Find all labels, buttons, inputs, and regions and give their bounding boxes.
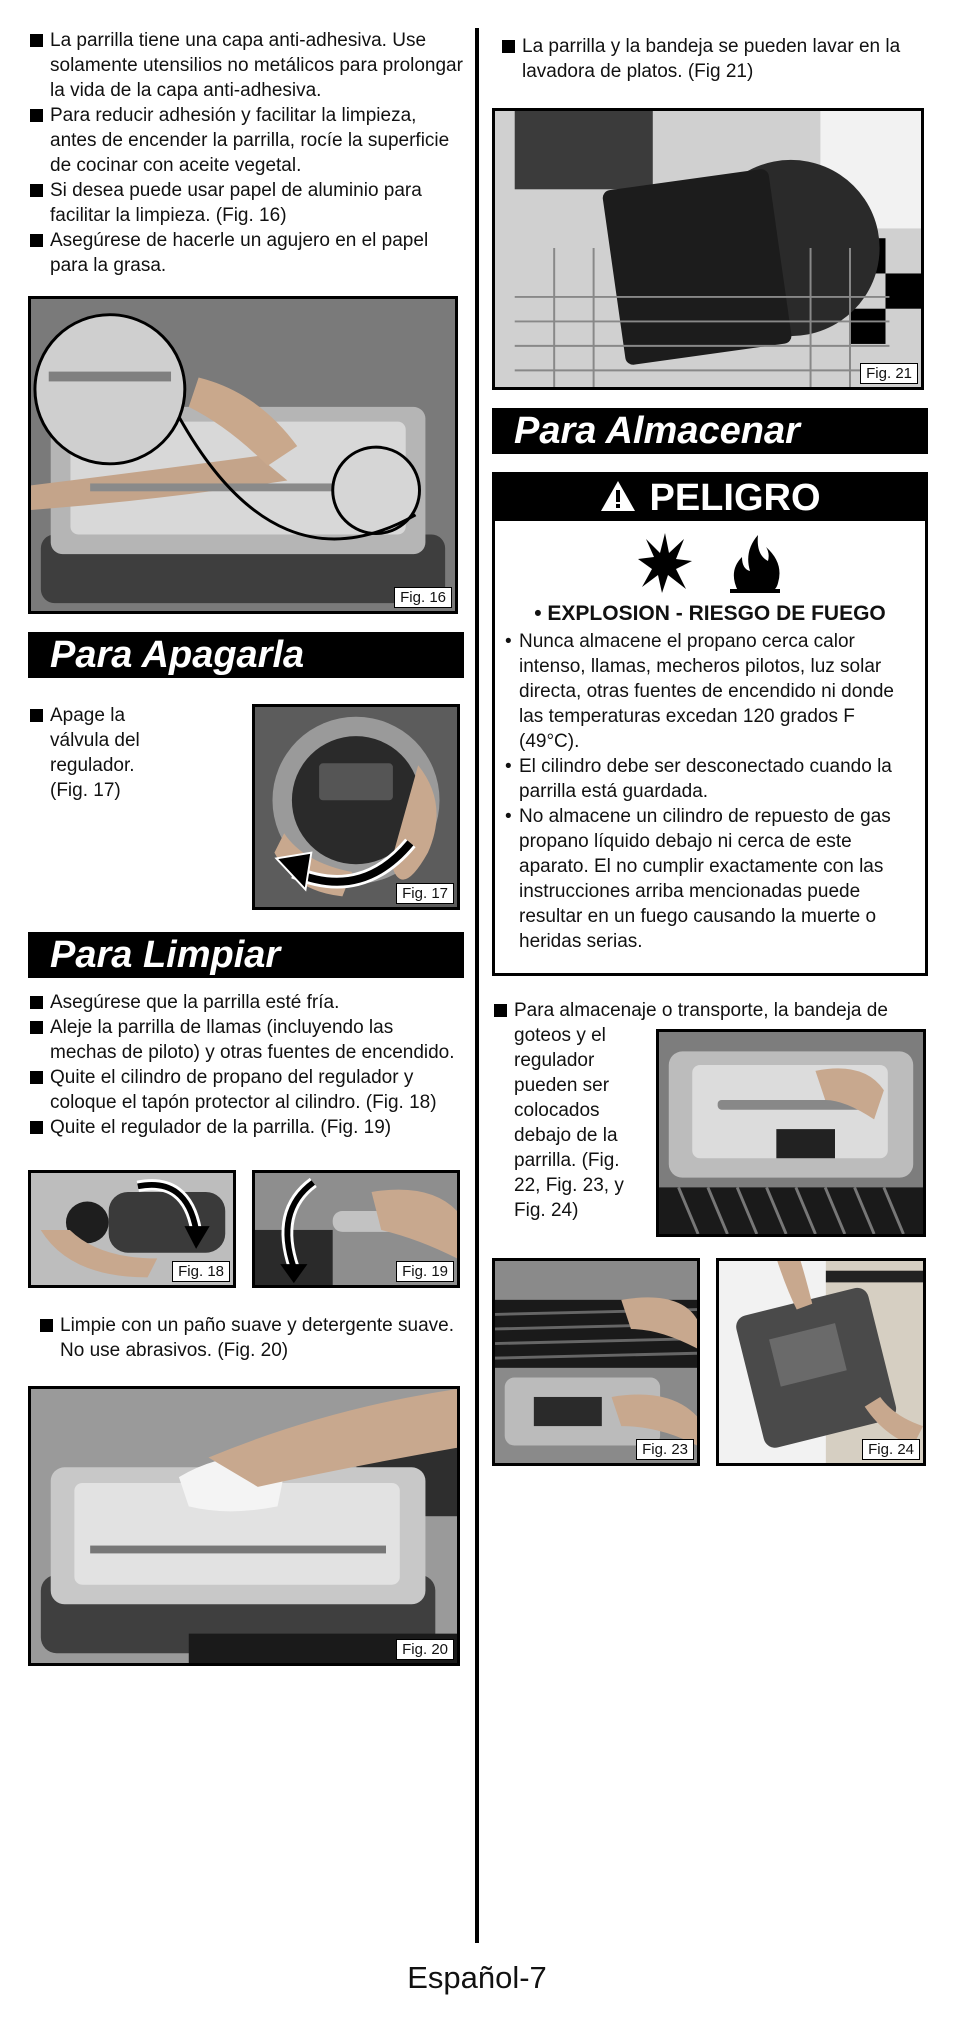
bullet-wipe-soft-cloth: Limpie con un paño suave y detergente suave. No use abrasivos. (Fig. 20) [38,1313,464,1363]
bullet-turn-off-valve: Apage la válvula del regulador. (Fig. 17) [28,703,140,803]
explosion-icon [638,531,692,593]
grill-grate-storage-illustration [495,1261,697,1463]
fig-21-photo [492,108,924,390]
fig-16-label: Fig. 16 [394,587,452,608]
storage-text-continued: goteos y el regulador pueden ser colocados debajo de la parrilla. (Fig. 22, Fig. 23, y Fig. 24) [514,1025,624,1221]
column-divider [475,28,479,1943]
apagarla-bullet-list [28,703,140,803]
fig-19-photo [252,1170,460,1288]
fig-18-photo [28,1170,236,1288]
storage-bullet-list [492,998,928,1023]
danger-header [495,475,925,521]
section-title-apagarla: Para Apagarla [28,632,464,678]
intro-bullet-list [28,28,464,278]
hazard-icons [495,521,925,601]
fig-17-photo [252,704,460,910]
fig-21-label: Fig. 21 [860,363,918,384]
danger-item-spare-cylinder: • No almacene un cilindro de repuesto de gas propano líquido debajo ni cerca de este aparato. El no cumplir exactamente con las instrucciones arriba mencionadas puede resultar en un fuego causando la muerte o heridas serias. [505,804,913,954]
danger-title: PELIGRO [649,477,821,519]
fire-icon [728,531,782,593]
bullet-remove-cylinder: Quite el cilindro de propano del regulador y coloque el tapón protector al cilindro. (Fig. 18) [28,1065,464,1115]
section-title-limpiar: Para Limpiar [28,932,464,978]
grill-carry-illustration [719,1261,923,1463]
limpiar-bullet-list [28,990,464,1140]
fig-22-photo [656,1029,926,1237]
bullet-storage-transport: Para almacenaje o transporte, la bandeja de [492,998,928,1023]
danger-subtitle: • EXPLOSION - RIESGO DE FUEGO [534,602,886,625]
fig-24-label: Fig. 24 [862,1439,920,1460]
dishwasher-rack-illustration [495,111,921,387]
page-number: Español-7 [407,1960,547,1995]
fig-23-label: Fig. 23 [636,1439,694,1460]
bullet-dishwasher-safe: La parrilla y la bandeja se pueden lavar en la lavadora de platos. (Fig 21) [500,34,928,84]
regulator-knob-illustration [255,707,457,907]
bullet-nonstick: La parrilla tiene una capa anti-adhesiva. Use solamente utensilios no metálicos para prolongar la vida de la capa anti-adhesiva. [28,28,464,103]
fig-23-photo [492,1258,700,1466]
grill-foil-illustration [31,299,455,611]
bullet-remove-regulator: Quite el regulador de la parrilla. (Fig. 19) [28,1115,464,1140]
bullet-grill-cold: Asegúrese que la parrilla esté fría. [28,990,464,1015]
bullet-aluminum-foil: Si desea puede usar papel de aluminio para facilitar la limpieza. (Fig. 16) [28,178,464,228]
warning-triangle-icon [599,478,637,524]
section-title-almacenar: Para Almacenar [492,408,928,454]
fig-20-photo [28,1386,460,1666]
fig-18-label: Fig. 18 [172,1261,230,1282]
limpie-bullet-list [38,1313,464,1363]
danger-warning-box [492,472,928,976]
bullet-vegetable-oil: Para reducir adhesión y facilitar la limpieza, antes de encender la parrilla, rocíe la superficie de cocinar con aceite vegetal. [28,103,464,178]
fig-20-label: Fig. 20 [396,1639,454,1660]
bullet-keep-away-flames: Aleje la parrilla de llamas (incluyendo las mechas de piloto) y otras fuentes de encendido. [28,1015,464,1065]
bullet-grease-hole: Asegúrese de hacerle un agujero en el papel para la grasa. [28,228,464,278]
grill-wipe-illustration [31,1389,457,1663]
drip-tray-storage-illustration [659,1032,923,1234]
fig-19-label: Fig. 19 [396,1261,454,1282]
dishwasher-bullet-list [500,34,928,84]
fig-16-photo [28,296,458,614]
fig-17-label: Fig. 17 [396,883,454,904]
danger-item-disconnect-cylinder: • El cilindro debe ser desconectado cuando la parrilla está guardada. [505,754,913,804]
danger-item-propane-storage: • Nunca almacene el propano cerca calor intenso, llamas, mecheros pilotos, luz solar directa, otras fuentes de encendido ni donde las temperaturas excedan 120 grados F (49°C). [505,629,913,754]
fig-24-photo [716,1258,926,1466]
danger-items-list [495,627,925,954]
